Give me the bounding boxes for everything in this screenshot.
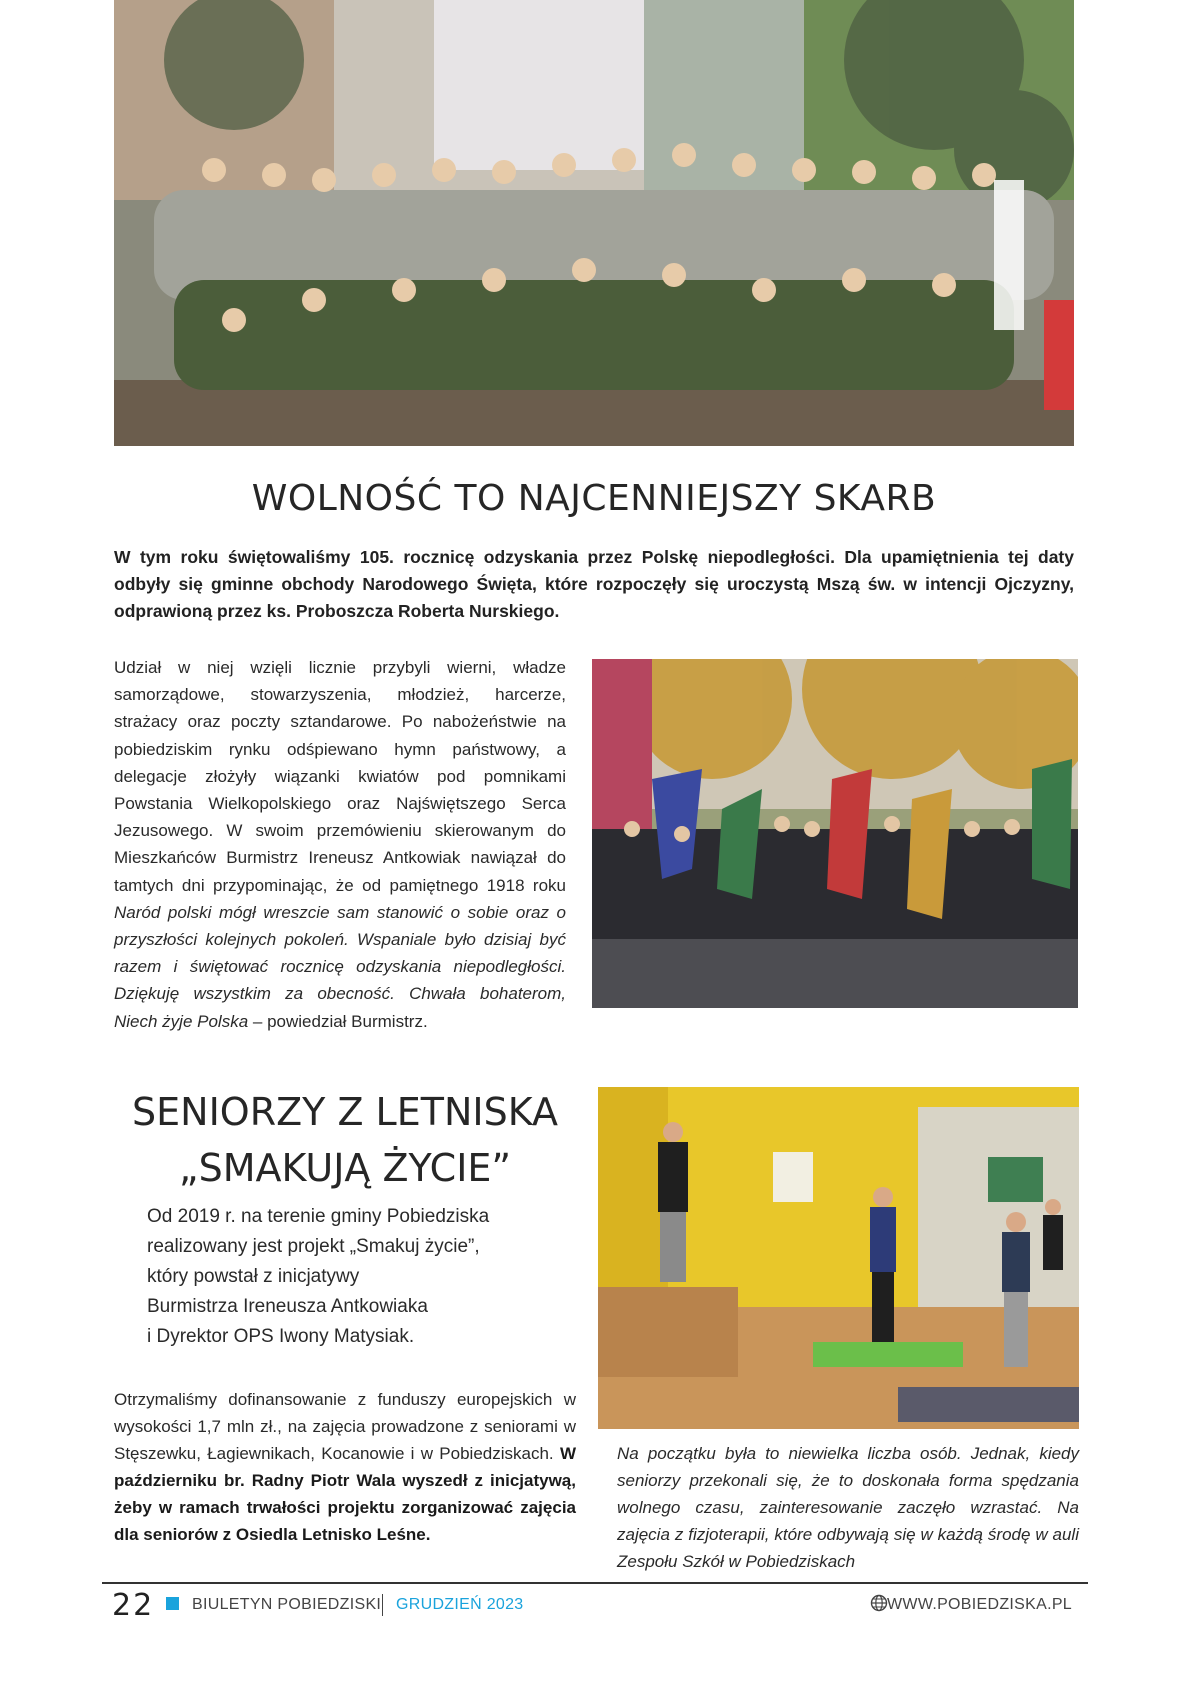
footer-divider <box>102 1582 1088 1584</box>
article1-body-text: Udział w niej wzięli licznie przybyli wierni, władze samorządowe, stowarzyszenia, młodzież, harcerze, strażacy oraz poczty sztandarowe. Po nabożeństwie na pobiedziskim rynku odśpiewano hymn państwowy, a delegacje złożyły wiązanki kwiatów pod pomnikami Powstania Wielkopolskiego oraz Najświętszego Serca Jezusowego. W swoim przemówieniu skierowanym do Mieszkańców Burmistrz Ireneusz Antkowiak nawiązał do tamtych dni przypominając, że od pamiętnego 1918 roku <box>114 658 566 895</box>
article1-body-tail: – powiedział Burmistrz. <box>248 1011 428 1031</box>
photo-seniors-exercise <box>598 1087 1079 1429</box>
article-title-wolnosc: WOLNOŚĆ TO NAJCENNIEJSZY SKARB <box>251 478 937 519</box>
photo-caption: Na początku była to niewielka liczba osób. Jednak, kiedy seniorzy przekonali się, że to doskonała forma spędzania wolnego czasu, zainteresowanie zaczęło wzrastać. Na zajęcia z fizjoterapii, które odbywają się w każdą środę w auli Zespołu Szkół w Pobiedziskach <box>617 1444 1079 1571</box>
article2-body <box>114 1386 576 1548</box>
page-footer <box>112 1588 1072 1628</box>
title-line-2: „SMAKUJĄ ŻYCIE” <box>178 1146 512 1190</box>
article2-intro <box>147 1202 567 1352</box>
intro-line: realizowany jest projekt „Smakuj życie”, <box>147 1236 480 1257</box>
article-title-seniorzy <box>114 1084 576 1196</box>
globe-icon <box>870 1594 888 1612</box>
footer-separator <box>382 1594 383 1616</box>
title-line-1: SENIORZY Z LETNISKA <box>132 1090 558 1134</box>
intro-line: Burmistrza Ireneusza Antkowiaka <box>147 1296 428 1317</box>
website-link[interactable]: WWW.POBIEDZISKA.PL <box>887 1596 1072 1613</box>
photo-flag-ceremony <box>592 659 1078 1008</box>
intro-line: Od 2019 r. na terenie gminy Pobiedziska <box>147 1206 490 1227</box>
photo-scouts-group <box>114 0 1074 446</box>
article2-body-bold: W październiku br. Radny Piotr Wala wyszedł z inicjatywą, żeby w ramach trwałości projektu zorganizować zajęcia dla seniorów z Osiedla Letnisko Leśne. <box>114 1444 576 1544</box>
article1-body <box>114 654 566 1035</box>
page-number: 22 <box>112 1588 155 1623</box>
burmistrz-quote: Naród polski mógł wreszcie sam stanowić o sobie oraz o przyszłości kolejnych pokoleń. Wspaniale było dzisiaj być razem i świętować rocznicę odzyskania niepodległości. Dziękuję wszystkim za obecność. Chwała bohaterom, Niech żyje Polska <box>114 902 566 1031</box>
article-lead: W tym roku świętowaliśmy 105. rocznicę odzyskania przez Polskę niepodległości. Dla upamiętnienia tej daty odbyły się gminne obchody Narodowego Święta, które rozpoczęły się uroczystą Mszą św. w intencji Ojczyzny, odprawioną przez ks. Proboszcza Roberta Nurskiego. <box>114 547 1074 621</box>
article2-body-text: Otrzymaliśmy dofinansowanie z funduszy europejskich w wysokości 1,7 mln zł., na zajęcia prowadzone z seniorami w Stęszewku, Łagiewnikach, Kocanowie i w Pobiedziskach. <box>114 1390 576 1463</box>
issue-date: GRUDZIEŃ 2023 <box>396 1596 524 1613</box>
publication-name: BIULETYN POBIEDZISKI <box>192 1596 382 1613</box>
intro-line: który powstał z inicjatywy <box>147 1266 360 1287</box>
intro-line: i Dyrektor OPS Iwony Matysiak. <box>147 1326 415 1347</box>
accent-square <box>166 1597 179 1610</box>
